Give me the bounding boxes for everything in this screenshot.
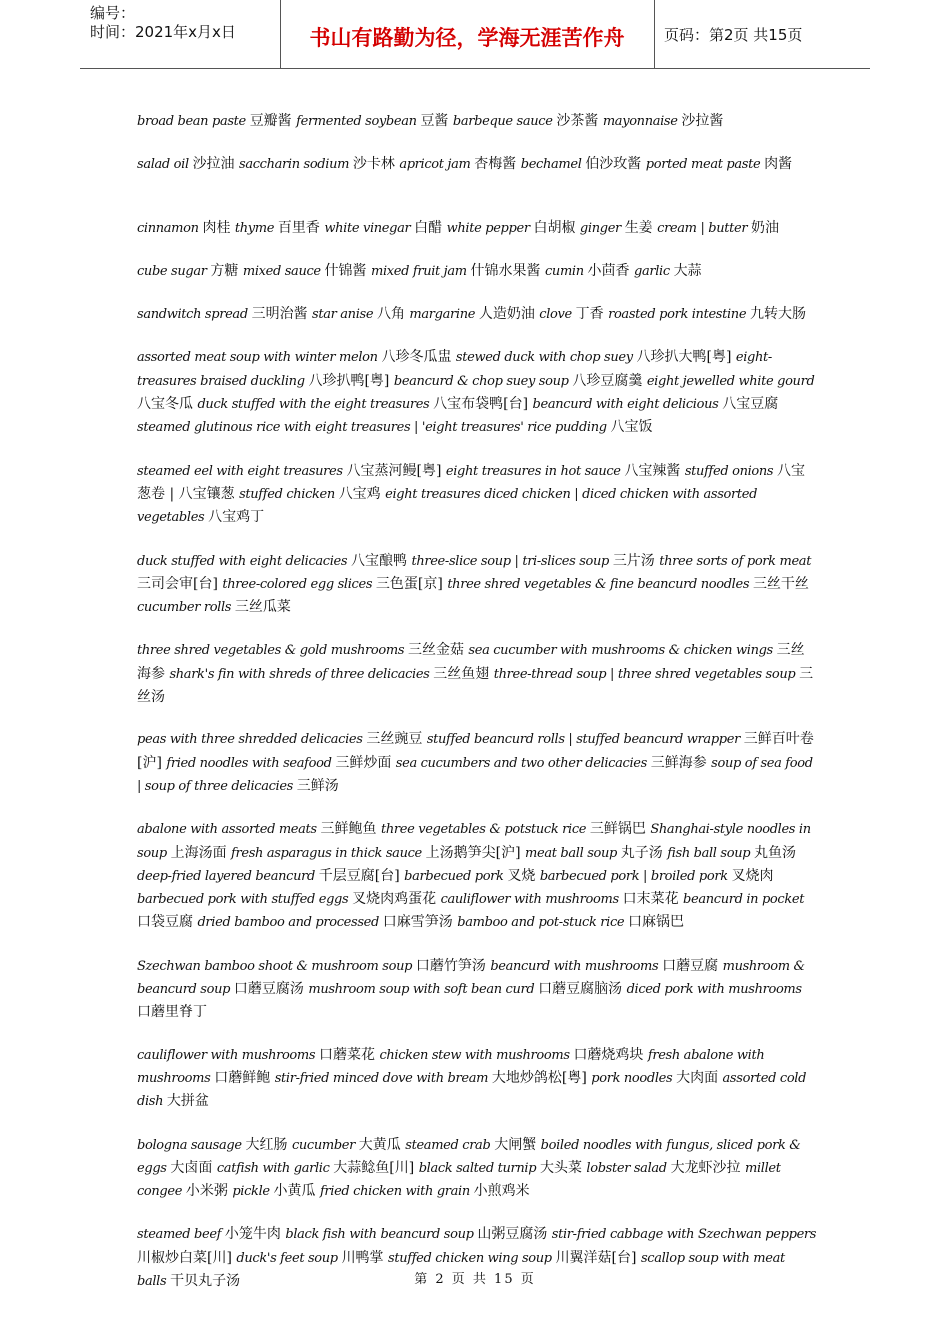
entry-english: assorted meat soup with winter melon [137,350,382,366]
entry-english: duck stuffed with eight delicacies [137,553,351,569]
entry-english: stir-fried cabbage with Szechwan peppers [551,1227,817,1243]
entry-chinese: 川椒炒白菜[川] [137,1249,232,1266]
entry-english: cream | butter [657,220,751,236]
glossary-body [137,110,817,1293]
entry-english: three sorts of pork meat [659,553,812,569]
entry-chinese: 八珍冬瓜盅 [381,349,452,366]
entry-chinese: 大蒜 [673,262,702,279]
entry-chinese: 什锦酱 [324,262,367,279]
entry-chinese: 肉桂 [202,219,231,236]
entry-english: stuffed chicken wing soup [388,1250,556,1266]
entry-chinese: 口蘑豆腐脑汤 [538,981,623,998]
entry-english: meat ball soup [525,845,621,861]
header-middle-cell [280,0,655,68]
entry-chinese: 三丝瓜菜 [234,599,291,616]
entry-chinese: 丸鱼汤 [753,844,796,861]
glossary-paragraph [137,1134,817,1204]
entry-english: mushroom & beancurd soup [137,958,805,998]
entry-chinese: 口蘑鲜鲍 [214,1069,271,1086]
glossary-paragraph [137,153,817,176]
entry-english: beancurd with eight delicious [532,397,723,413]
entry-chinese: 八宝鸡丁 [208,509,265,526]
entry-chinese: 人造奶油 [478,306,535,323]
entry-chinese: 八宝酿鸭 [351,552,407,569]
entry-chinese: 八宝蒸河鳗[粤] [346,462,442,479]
entry-chinese: 大黄瓜 [358,1136,401,1153]
entry-english: pickle [232,1184,274,1200]
entry-english: lobster salad [586,1160,671,1176]
entry-english: ported meat paste [645,157,765,173]
entry-chinese: 口蘑竹笋汤 [415,957,486,974]
entry-english: catfish with garlic [216,1160,334,1176]
entry-chinese: 大闸蟹 [494,1136,537,1153]
time-label: 时间：2021年x月x日 [90,23,236,41]
entry-english: chicken stew with mushrooms [379,1047,574,1063]
entry-english: broad bean paste [137,114,250,129]
entry-chinese: 八珍扒鸭[粤] [308,372,390,389]
glossary-paragraph [137,550,817,620]
entry-chinese: 叉烧肉 [731,867,774,884]
entry-chinese: 丸子汤 [620,844,663,861]
entry-english: saccharin sodium [239,157,353,173]
entry-chinese: 三鲜鲍鱼 [320,821,377,838]
entry-english: steamed beef [137,1227,225,1243]
entry-chinese: 三丝鱼翅 [433,665,490,682]
entry-chinese: 川翼洋菇[台] [555,1249,637,1266]
entry-english: duck stuffed with the eight treasures [197,397,434,413]
entry-english: cube sugar [137,263,211,279]
entry-chinese: 口麻雪笋汤 [382,914,453,931]
entry-english: peas with three shredded delicacies [137,732,367,748]
entry-chinese: 八宝辣酱 [624,462,681,479]
entry-chinese: 三鲜炒面 [335,754,392,771]
entry-chinese: 三丝干丝 [752,575,809,592]
entry-chinese: 丁香 [575,306,604,323]
entry-english: three shred vegetables & fine beancurd noodles [447,576,753,592]
entry-chinese: 三丝汤 [137,665,814,706]
entry-chinese: 沙拉油 [192,156,235,173]
entry-english: eight jewelled white gourd [646,373,815,389]
header-left-cell [80,0,281,68]
entry-chinese: 什锦水果酱 [470,262,541,279]
entry-chinese: 白醋 [414,219,443,236]
entry-english: stuffed beancurd rolls | stuffed beancurd wrapper [426,732,744,748]
glossary-paragraph [137,1044,817,1114]
entry-english: cumin [544,263,588,279]
entry-english: three-thread soup | three shred vegetables soup [493,666,800,682]
entry-english: bamboo and pot-stuck rice [457,915,629,931]
entry-english: three vegetables & potstuck rice [380,822,590,838]
entry-english: sea cucumbers and two other delicacies [395,755,651,771]
entry-english: fresh abalone with mushrooms [137,1047,765,1086]
entry-chinese: 百里香 [277,219,320,236]
entry-chinese: 大肉面 [676,1069,719,1086]
glossary-paragraph [137,728,817,798]
entry-english: stir-fried minced dove with bream [274,1070,492,1086]
entry-chinese: 大头菜 [539,1159,582,1176]
entry-chinese: 大龙虾沙拉 [670,1159,741,1176]
entry-chinese: 大卤面 [170,1159,213,1176]
entry-english: assorted cold dish [137,1070,807,1110]
entry-english: abalone with assorted meats [137,822,321,838]
entry-chinese: 奶油 [750,219,779,236]
entry-chinese: 三鲜锅巴 [589,821,646,838]
entry-english: steamed eel with eight treasures [137,463,347,479]
entry-english: mixed fruit jam [371,263,471,279]
entry-english: fish ball soup [667,845,754,861]
entry-chinese: 三鲜汤 [296,777,339,794]
entry-chinese: 叉烧肉鸡蛋花 [352,891,437,908]
entry-chinese: 生姜 [624,219,653,236]
glossary-paragraph [137,955,817,1024]
entry-english: stuffed chicken [239,486,339,502]
entry-chinese: 大地炒鸽松[粤] [491,1069,587,1086]
page-header [80,0,870,69]
entry-chinese: 八宝豆腐 [722,396,779,413]
entry-chinese: 八宝鸡 [338,485,381,502]
glossary-paragraph [137,260,817,283]
entry-chinese: 上汤鹅笋尖[沪] [425,844,521,861]
entry-english: fermented soybean [296,114,421,129]
entry-english: three shred vegetables & gold mushrooms [137,643,408,659]
entry-english: barbecued pork with stuffed eggs [137,892,353,908]
entry-english: mayonnaise [602,114,682,129]
entry-english: roasted pork intestine [608,307,750,323]
entry-english: thyme [234,220,278,236]
entry-chinese: 川鸭掌 [341,1249,384,1266]
entry-english: margarine [409,307,479,323]
entry-english: duck's feet soup [236,1250,342,1266]
entry-chinese: 八珍豆腐羹 [572,372,643,389]
entry-chinese: 八宝冬瓜 [137,396,193,413]
entry-english: apricot jam [399,157,475,173]
entry-english: eight treasures diced chicken | diced chicken with assorted vegetables [137,486,758,526]
entry-chinese: 杏梅酱 [474,156,517,173]
entry-chinese: 山粥豆腐汤 [477,1226,548,1243]
glossary-paragraph [137,346,817,439]
entry-english: beancurd in pocket [683,892,805,908]
entry-chinese: 肉酱 [764,156,793,173]
entry-chinese: 三片汤 [612,552,655,569]
entry-english: millet congee [137,1160,781,1200]
entry-chinese: 三色蛋[京] [375,575,443,592]
entry-chinese: 大蒜鲶鱼[川] [333,1159,415,1176]
entry-english: clove [539,307,576,323]
entry-chinese: 口麻锅巴 [628,914,685,931]
entry-chinese: 小黄瓜 [273,1183,316,1200]
entry-chinese: 干贝丸子汤 [170,1272,241,1289]
entry-english: bechamel [520,157,586,173]
entry-chinese: 三丝金菇 [407,642,464,659]
entry-chinese: 八宝饭 [610,419,653,436]
entry-english: shark's fin with shreds of three delicacies [169,666,434,682]
entry-chinese: 伯沙玫酱 [585,156,642,173]
entry-english: fried chicken with grain [319,1184,474,1200]
entry-chinese: 三鲜海参 [650,754,707,771]
glossary-paragraph [137,460,817,530]
entry-chinese: 大拼盆 [166,1093,209,1110]
entry-chinese: 八珍扒大鸭[粤] [636,349,732,366]
entry-english: eight treasures in hot sauce [445,463,625,479]
entry-chinese: 口袋豆腐 [137,914,193,931]
entry-english: steamed crab [405,1137,495,1153]
entry-english: cinnamon [137,220,203,236]
entry-english: mixed sauce [242,263,325,279]
entry-english: eight-treasures braised duckling [137,350,772,389]
entry-chinese: 口蘑菜花 [319,1046,375,1063]
glossary-paragraph [137,639,817,708]
entry-chinese: 八角 [376,306,405,323]
entry-chinese: 叉烧 [507,867,536,884]
entry-chinese: 小笼牛肉 [224,1226,281,1243]
entry-english: beancurd with mushrooms [490,958,663,974]
entry-english: barbeque sauce [452,114,557,129]
entry-chinese: 千层豆腐[台] [318,867,400,884]
entry-english: diced pork with mushrooms [626,982,802,998]
entry-english: black salted turnip [418,1160,540,1176]
entry-chinese: 白胡椒 [533,219,576,236]
entry-chinese: 八宝葱卷 | 八宝镶葱 [137,462,806,502]
entry-chinese: 豆瓣酱 [249,113,292,129]
entry-chinese: 三鲜百叶卷[沪] [137,731,814,771]
entry-english: stewed duck with chop suey [455,350,637,366]
entry-english: white pepper [446,220,534,236]
header-page-label: 页码：第2页 共15页 [664,26,803,44]
entry-english: beancurd & chop suey soup [393,373,573,389]
entry-english: black fish with beancurd soup [285,1227,478,1243]
glossary-paragraph [137,217,817,240]
entry-english: three-colored egg slices [222,576,376,592]
entry-english: star anise [312,307,377,323]
entry-english: mushroom soup with soft bean curd [308,982,539,998]
entry-chinese: 小煎鸡米 [473,1183,530,1200]
page-footer: 第 2 页 共 15 页 [414,1272,536,1287]
glossary-paragraph [137,818,817,934]
entry-english: garlic [633,263,674,279]
entry-english: barbecued pork | broiled pork [539,868,732,884]
entry-english: deep-fried layered beancurd [137,868,319,884]
entry-english: ginger [579,220,625,236]
entry-english: bologna sausage [137,1137,246,1153]
entry-chinese: 三丝海参 [137,642,805,682]
entry-english: barbecued pork [404,868,508,884]
entry-chinese: 八宝布袋鸭[台] [433,396,529,413]
entry-chinese: 小茴香 [587,262,630,279]
entry-english: cauliflower with mushrooms [440,892,623,908]
entry-chinese: 方糖 [210,262,239,279]
entry-english: white vinegar [324,220,415,236]
glossary-paragraph [137,303,817,326]
glossary-paragraph [137,110,817,133]
entry-english: pork noodles [591,1070,677,1086]
entry-english: scallop soup with meat balls [137,1250,785,1289]
entry-english: sandwitch spread [137,307,252,323]
entry-english: dried bamboo and processed [197,915,383,931]
entry-chinese: 沙卡林 [352,156,395,173]
entry-english: cucumber [291,1137,359,1153]
entry-english: Shanghai-style noodles in soup [137,822,811,861]
entry-english: three-slice soup | tri-slices soup [411,553,613,569]
entry-english: soup of sea food | soup of three delicacies [137,755,813,794]
entry-chinese: 小米粥 [185,1183,228,1200]
entry-chinese: 口蘑里脊丁 [137,1004,207,1021]
serial-label: 编号： [90,4,136,22]
entry-english: fried noodles with seafood [166,755,336,771]
entry-english: cauliflower with mushrooms [137,1047,319,1063]
entry-chinese: 口蘑豆腐汤 [233,981,304,998]
entry-chinese: 口蘑烧鸡块 [573,1046,644,1063]
entry-chinese: 九转大肠 [749,306,806,323]
entry-english: boiled noodles with fungus, sliced pork & eggs [137,1137,801,1176]
header-motto: 书山有路勤为径，学海无涯苦作舟 [309,26,625,50]
entry-english: salad oil [137,157,193,173]
entry-english: sea cucumber with mushrooms & chicken wings [468,643,777,659]
entry-chinese: 上海汤面 [170,844,227,861]
entry-chinese: 三明治酱 [251,306,308,323]
entry-chinese: 沙拉酱 [681,113,724,129]
entry-english: stuffed onions [684,463,778,479]
entry-english: cucumber rolls [137,600,235,616]
entry-chinese: 口蘑豆腐 [662,957,719,974]
entry-english: fresh asparagus in thick sauce [231,845,426,861]
entry-chinese: 口末菜花 [622,891,679,908]
entry-chinese: 三丝豌豆 [366,731,423,748]
entry-chinese: 沙茶酱 [556,113,599,129]
entry-chinese: 三司会审[台] [137,575,218,592]
entry-chinese: 豆酱 [420,113,449,129]
entry-chinese: 大红肠 [245,1136,288,1153]
header-right-cell [654,0,870,68]
entry-english: steamed glutinous rice with eight treasures | 'eight treasures' rice pudding [137,420,611,436]
entry-english: Szechwan bamboo shoot & mushroom soup [137,958,416,974]
